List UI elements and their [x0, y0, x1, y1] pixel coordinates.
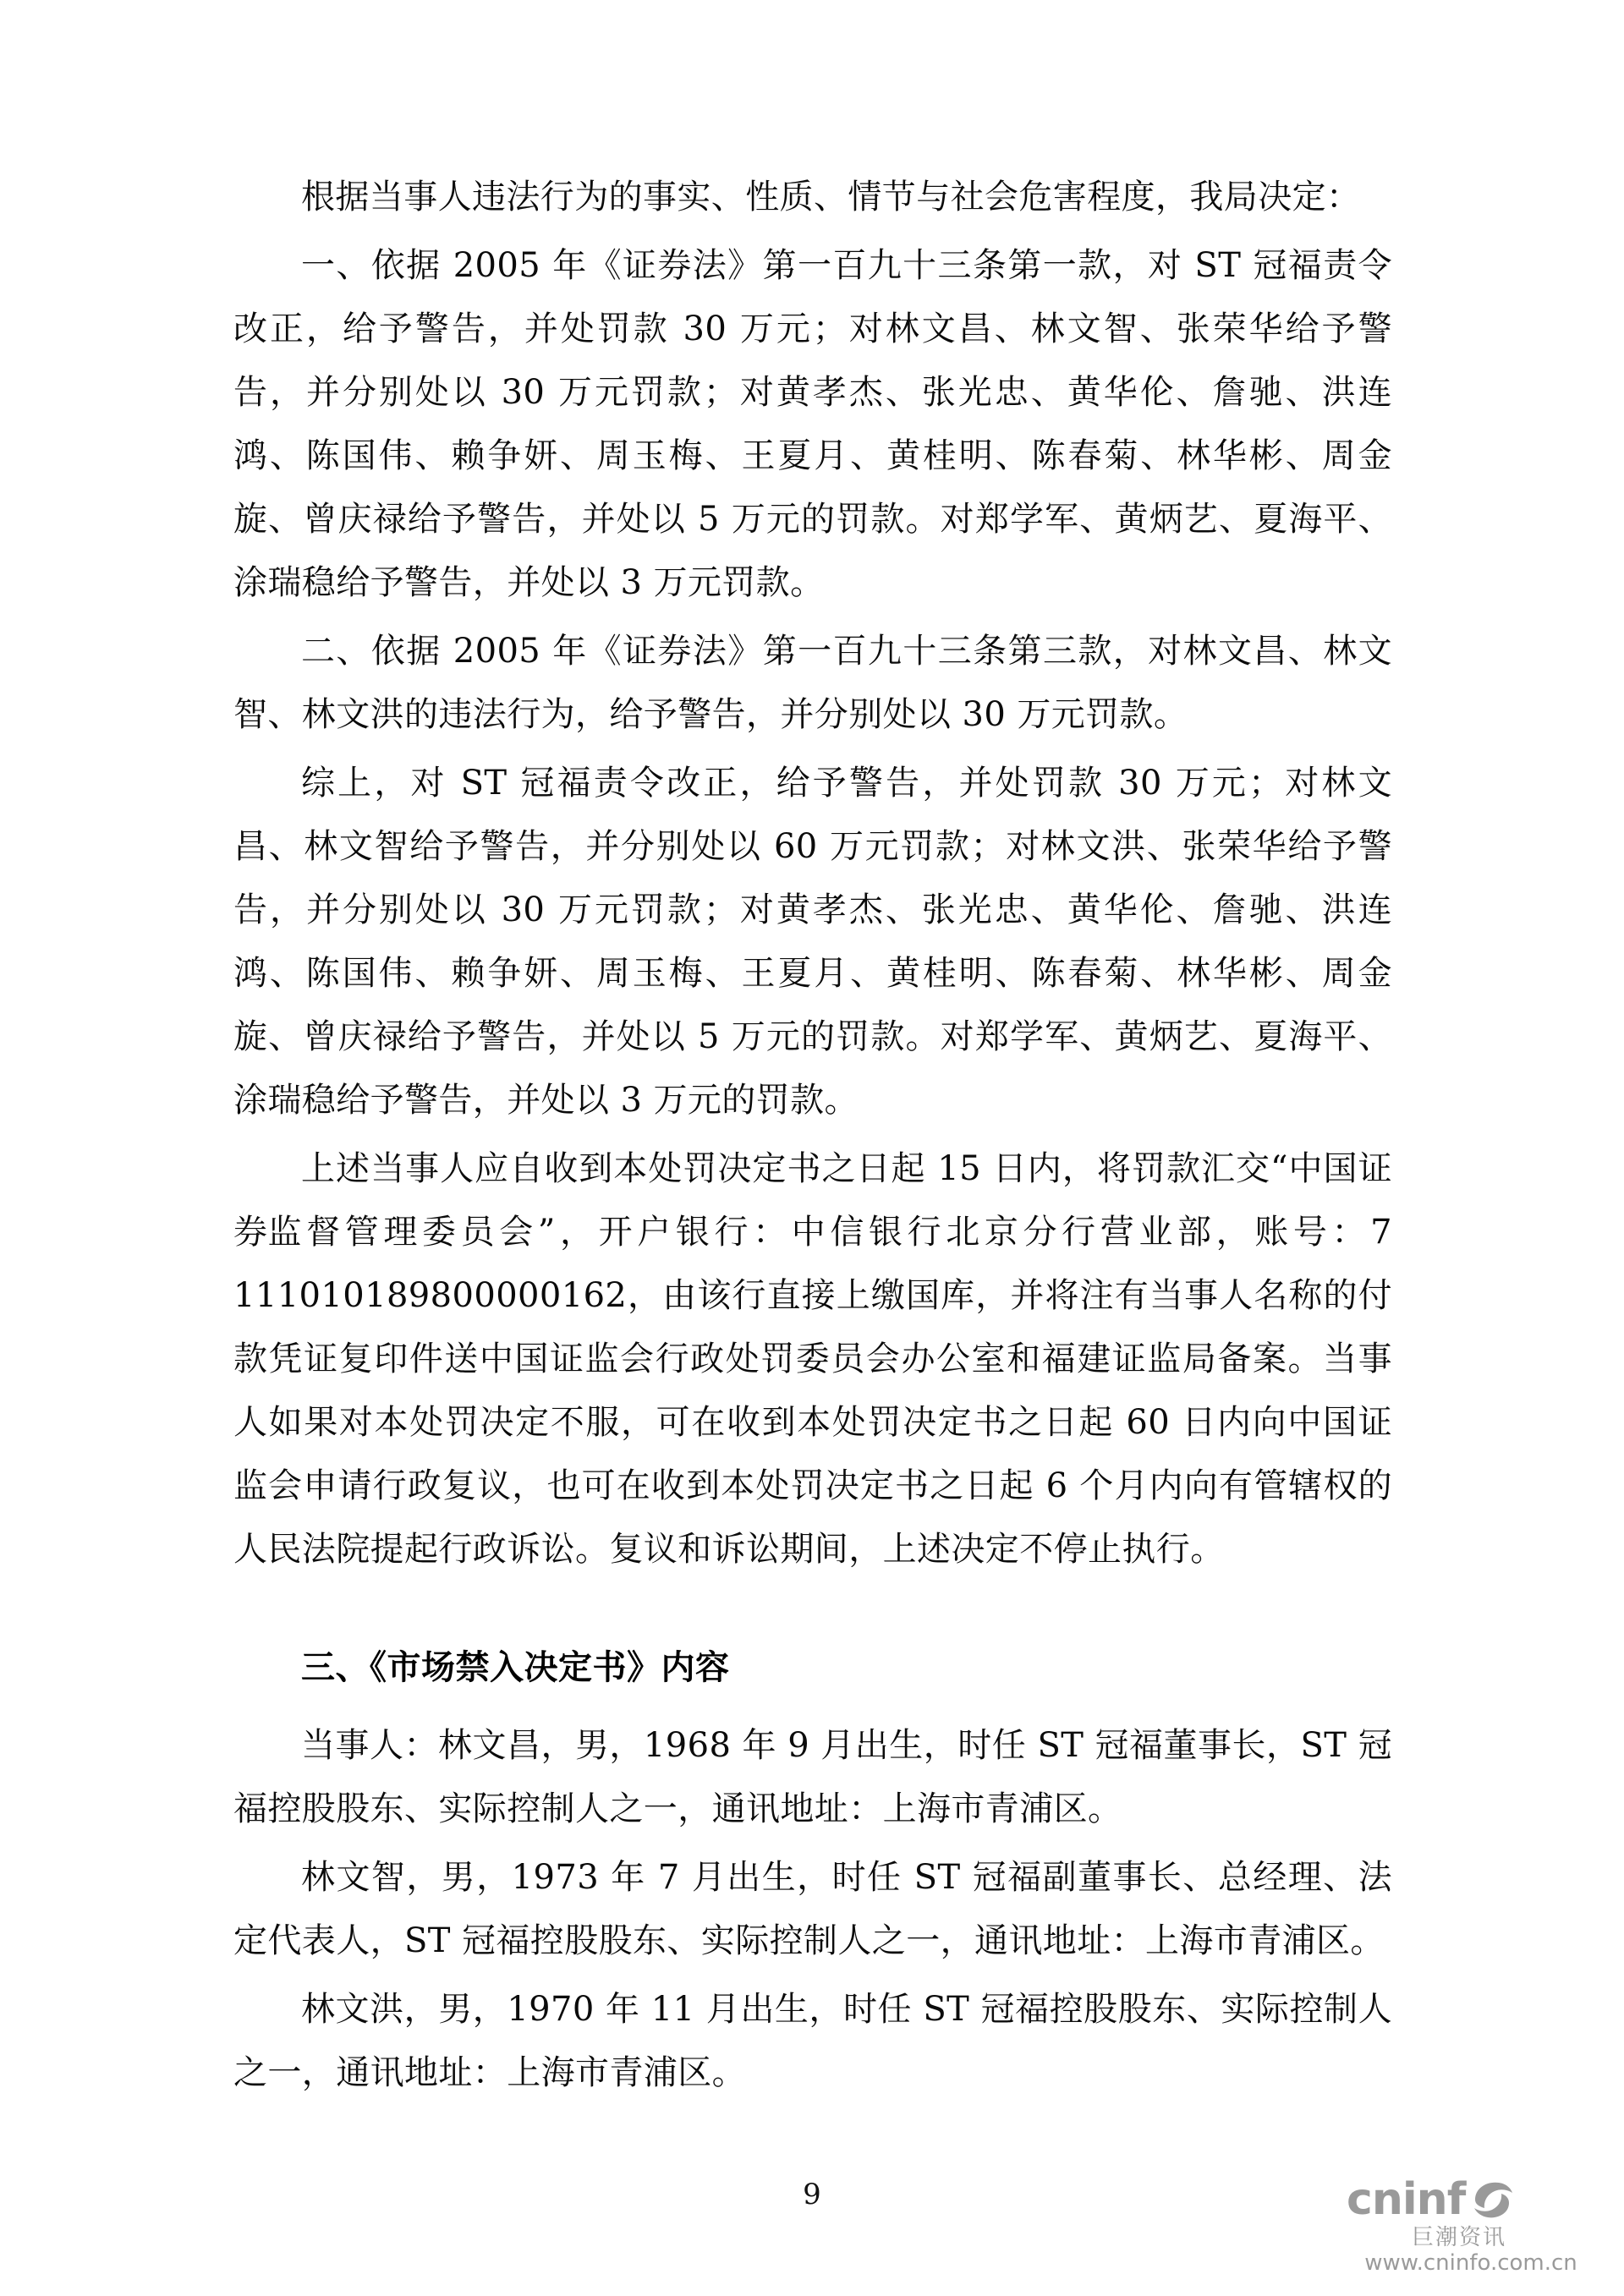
section-heading-market-ban: 三、《市场禁入决定书》内容	[301, 1647, 730, 1687]
paragraph-party-linwenchang: 当事人：林文昌，男，1968 年 9 月出生，时任 ST 冠福董事长，ST 冠福控股股东、实际控制人之一，通讯地址：上海市青浦区。	[233, 1726, 1392, 1828]
watermark-brand-row	[1347, 2174, 1600, 2225]
cninfo-logo-icon	[1468, 2178, 1516, 2222]
paragraph-party-linwenzhi: 林文智，男，1973 年 7 月出生，时任 ST 冠福副董事长、总经理、法定代表人，ST 冠福控股股东、实际控制人之一，通讯地址：上海市青浦区。	[233, 1858, 1392, 1960]
paragraph-intro: 根据当事人违法行为的事实、性质、情节与社会危害程度，我局决定：	[301, 178, 1361, 216]
payment-remainder: 7111010189800000162，由该行直接上缴国库，并将注有当事人名称的付款凭证复印件送中国证监会行政处罚委员会办公室和福建证监局备案。当事人如果对本处罚决定不服，可在收到本处罚决定书之日起 60 日内向中国证监会申请行政复议，也可在收到本处罚决定书之日起 6 个月内向有管辖权的人民法院提起行政诉讼。复议和诉讼期间，上述决定不停止执行。	[233, 1213, 1392, 1569]
paragraph-party-linwenhong: 林文洪，男，1970 年 11 月出生，时任 ST 冠福控股股东、实际控制人之一，通讯地址：上海市青浦区。	[233, 1990, 1392, 2092]
payment-line-2: 监督管理委员会”，开户银行：中信银行北京分行营业部，账号：	[267, 1213, 1371, 1252]
paragraph-penalty-item-1: 一、依据 2005 年《证券法》第一百九十三条第一款，对 ST 冠福责令改正，给予警告，并处罚款 30 万元；对林文昌、林文智、张荣华给予警告，并分别处以 30 万元罚款；对黄孝杰、张光忠、黄华伦、詹驰、洪连鸿、陈国伟、赖争妍、周玉梅、王夏月、黄桂明、陈春菊、林华彬、周金旋、曾庆禄给予警告，并处以 5 万元的罚款。对郑学军、黄炳艺、夏海平、涂瑞稳给予警告，并处以 3 万元罚款。	[233, 246, 1392, 602]
section-spacer	[233, 1581, 1392, 1636]
document-body	[233, 166, 1392, 2105]
paragraph-penalty-summary: 综上，对 ST 冠福责令改正，给予警告，并处罚款 30 万元；对林文昌、林文智给予警告，并分别处以 60 万元罚款；对林文洪、张荣华给予警告，并分别处以 30 万元罚款；对黄孝杰、张光忠、黄华伦、詹驰、洪连鸿、陈国伟、赖争妍、周玉梅、王夏月、黄桂明、陈春菊、林华彬、周金旋、曾庆禄给予警告，并处以 5 万元的罚款。对郑学军、黄炳艺、夏海平、涂瑞稳给予警告，并处以 3 万元的罚款。	[233, 764, 1392, 1120]
cninfo-watermark	[1347, 2174, 1600, 2276]
watermark-brand-text: cninf	[1347, 2174, 1466, 2225]
watermark-url-text: www.cninfo.com.cn	[1364, 2250, 1577, 2276]
paragraph-penalty-item-2: 二、依据 2005 年《证券法》第一百九十三条第三款，对林文昌、林文智、林文洪的违法行为，给予警告，并分别处以 30 万元罚款。	[233, 632, 1392, 734]
watermark-chinese-text: 巨潮资讯	[1411, 2225, 1506, 2250]
page-number: 9	[803, 2178, 821, 2211]
payment-line-1: 上述当事人应自收到本处罚决定书之日起 15 日内，将罚款汇交“中国证券	[233, 1149, 1392, 1252]
heading-spacer	[233, 1699, 1392, 1714]
paragraph-payment-instructions	[233, 1137, 1392, 1581]
